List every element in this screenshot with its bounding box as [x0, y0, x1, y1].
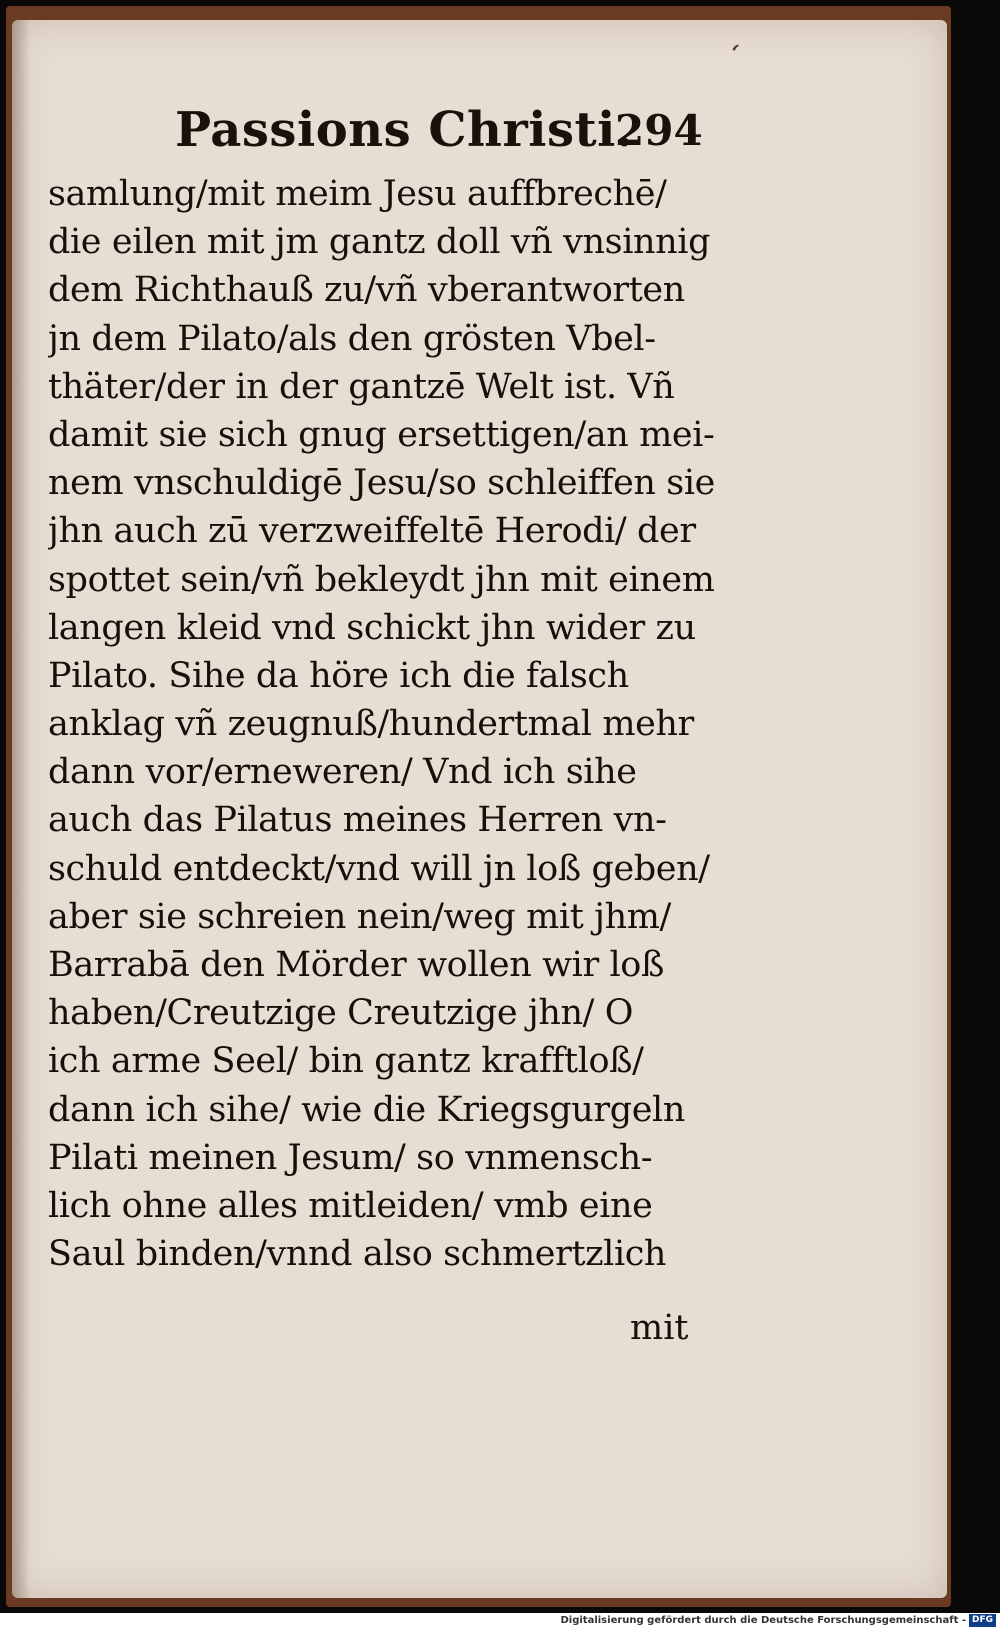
page-number: 294 [615, 106, 703, 155]
text-line: haben/Creutzige Creutzige jhn/ O [48, 993, 634, 1034]
running-head [175, 102, 715, 162]
text-line: dann ich sihe/ wie die Kriegsgurgeln [48, 1089, 685, 1130]
text-line: Barrabā den Mörder wollen wir loß [48, 945, 664, 985]
running-title: Passions Christi. [175, 102, 634, 158]
text-line: Pilato. Sihe da höre ich die falsch [48, 655, 629, 696]
gutter-shadow [12, 20, 30, 1598]
dfg-logo: DFG [969, 1614, 996, 1627]
text-line: ich arme Seel/ bin gantz krafftloß/ [48, 1041, 644, 1082]
text-line: langen kleid vnd schickt jhn wider zu [48, 607, 696, 648]
text-line: aber sie schreien nein/weg mit jhm/ [48, 896, 671, 937]
text-line: damit sie sich gnug ersettigen/an mei- [48, 414, 715, 455]
text-line: schuld entdeckt/vnd will jn loß geben/ [48, 848, 710, 889]
text-line: dem Richthauß zu/vñ vberantworten [48, 270, 685, 311]
catchword: mit [630, 1308, 689, 1348]
text-line: Pilati meinen Jesum/ so vnmensch- [48, 1137, 653, 1178]
text-line: nem vnschuldigē Jesu/so schleiffen sie [48, 463, 715, 504]
text-line: die eilen mit jm gantz doll vñ vnsinnig [48, 222, 711, 263]
text-line: jn dem Pilato/als den grösten Vbel- [48, 318, 656, 359]
page-corner-mark: ʻ [722, 37, 743, 72]
text-line: auch das Pilatus meines Herren vn- [48, 800, 667, 841]
text-line: anklag vñ zeugnuß/hundertmal mehr [48, 704, 694, 745]
footer-credit: Digitalisierung gefördert durch die Deutsche Forschungsgemeinschaft - [560, 1615, 966, 1626]
text-line: dann vor/erneweren/ Vnd ich sihe [48, 752, 637, 793]
text-line: samlung/mit meim Jesu auffbrechē/ [48, 174, 667, 214]
text-block [48, 170, 728, 1278]
text-line: lich ohne alles mitleiden/ vmb eine [48, 1185, 653, 1226]
text-line: thäter/der in der gantzē Welt ist. Vñ [48, 366, 675, 407]
text-line: spottet sein/vñ bekleydt jhn mit einem [48, 559, 715, 600]
text-line: jhn auch zū verzweiffeltē Herodi/ der [48, 511, 696, 552]
text-line: Saul binden/vnnd also schmertzlich [48, 1234, 667, 1275]
